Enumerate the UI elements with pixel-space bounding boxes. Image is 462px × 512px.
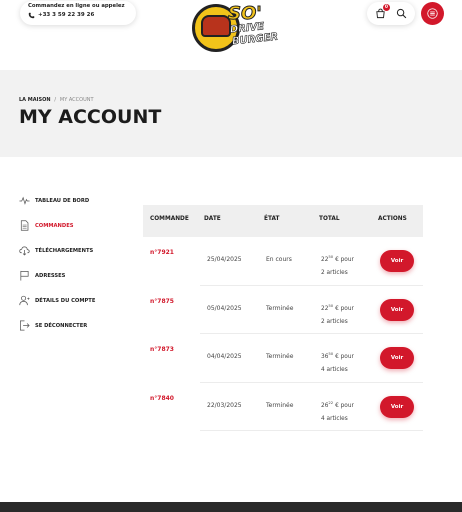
view-order-button[interactable]: Voir: [380, 250, 414, 272]
phone-icon: [28, 12, 35, 19]
view-order-button[interactable]: Voir: [380, 299, 414, 321]
breadcrumb-current: MY ACCOUNT: [59, 97, 94, 103]
sidebar-item-orders[interactable]: COMMANDES: [19, 213, 139, 238]
order-number-link[interactable]: n°7840: [150, 394, 174, 402]
activity-icon: [19, 195, 30, 206]
site-logo[interactable]: SO' DRIVE BURGER: [192, 2, 270, 54]
sidebar-item-addresses[interactable]: ADRESSES: [19, 263, 139, 288]
breadcrumb: [19, 97, 94, 103]
column-header-state: ÉTAT: [264, 216, 280, 222]
cloud-download-icon: [19, 245, 30, 256]
menu-icon: [427, 8, 438, 19]
header-actions: [367, 2, 415, 25]
column-header-date: DATE: [204, 216, 221, 222]
orders-table-header: [143, 205, 423, 237]
order-date: 25/04/2025: [207, 256, 242, 263]
order-total: $36^{50}$ € pour 4 articles: [321, 351, 354, 373]
search-icon[interactable]: [396, 8, 407, 19]
logout-icon: [19, 320, 30, 331]
page-title: MY ACCOUNT: [19, 106, 162, 128]
document-icon: [19, 220, 30, 231]
order-state: Terminée: [266, 353, 294, 360]
sidebar-item-downloads[interactable]: TÉLÉCHARGEMENTS: [19, 238, 139, 263]
table-row: [143, 383, 423, 432]
order-state: Terminée: [266, 304, 294, 312]
order-number-link[interactable]: n°7873: [150, 346, 174, 353]
burger-icon: [201, 15, 231, 37]
order-number-link[interactable]: n°7875: [150, 297, 174, 305]
order-number-link[interactable]: n°7921: [150, 249, 174, 256]
view-order-button[interactable]: Voir: [380, 347, 414, 369]
contact-line: Commandez en ligne ou appelez: [28, 3, 125, 9]
order-total: $22^{50}$ € pour 2 articles: [321, 254, 354, 276]
flag-icon: [19, 270, 30, 281]
table-row: [143, 334, 423, 383]
column-header-total: TOTAL: [319, 216, 340, 222]
view-order-button[interactable]: Voir: [380, 396, 414, 418]
site-header: [0, 0, 462, 70]
order-state: En cours: [266, 256, 292, 263]
sidebar-item-dashboard[interactable]: TABLEAU DE BORD: [19, 188, 139, 213]
page-title-band: [0, 70, 462, 157]
order-total: $26^{22}$ € pour 4 articles: [321, 399, 354, 422]
breadcrumb-home[interactable]: LA MAISON: [19, 97, 51, 103]
table-row: [143, 237, 423, 286]
column-header-actions: ACTIONS: [378, 216, 407, 222]
sidebar-item-logout[interactable]: SE DÉCONNECTER: [19, 313, 139, 338]
column-header-order: COMMANDE: [150, 216, 189, 222]
cart-count-badge: 0: [384, 5, 389, 10]
sidebar-item-account-details[interactable]: DÉTAILS DU COMPTE: [19, 288, 139, 313]
order-date: 05/04/2025: [207, 304, 242, 312]
order-date: 22/03/2025: [207, 401, 242, 409]
phone-number[interactable]: +33 3 59 22 39 26: [38, 12, 95, 18]
site-footer: [0, 502, 462, 512]
table-row: [143, 286, 423, 335]
account-navigation: [19, 188, 139, 338]
user-icon: [19, 295, 30, 306]
order-state: Terminée: [266, 401, 294, 409]
breadcrumb-separator: /: [54, 97, 57, 103]
order-date: 04/04/2025: [207, 353, 242, 360]
order-total: $22^{50}$ € pour 2 articles: [321, 302, 354, 325]
contact-pill[interactable]: [20, 1, 136, 25]
menu-button[interactable]: [421, 2, 444, 25]
